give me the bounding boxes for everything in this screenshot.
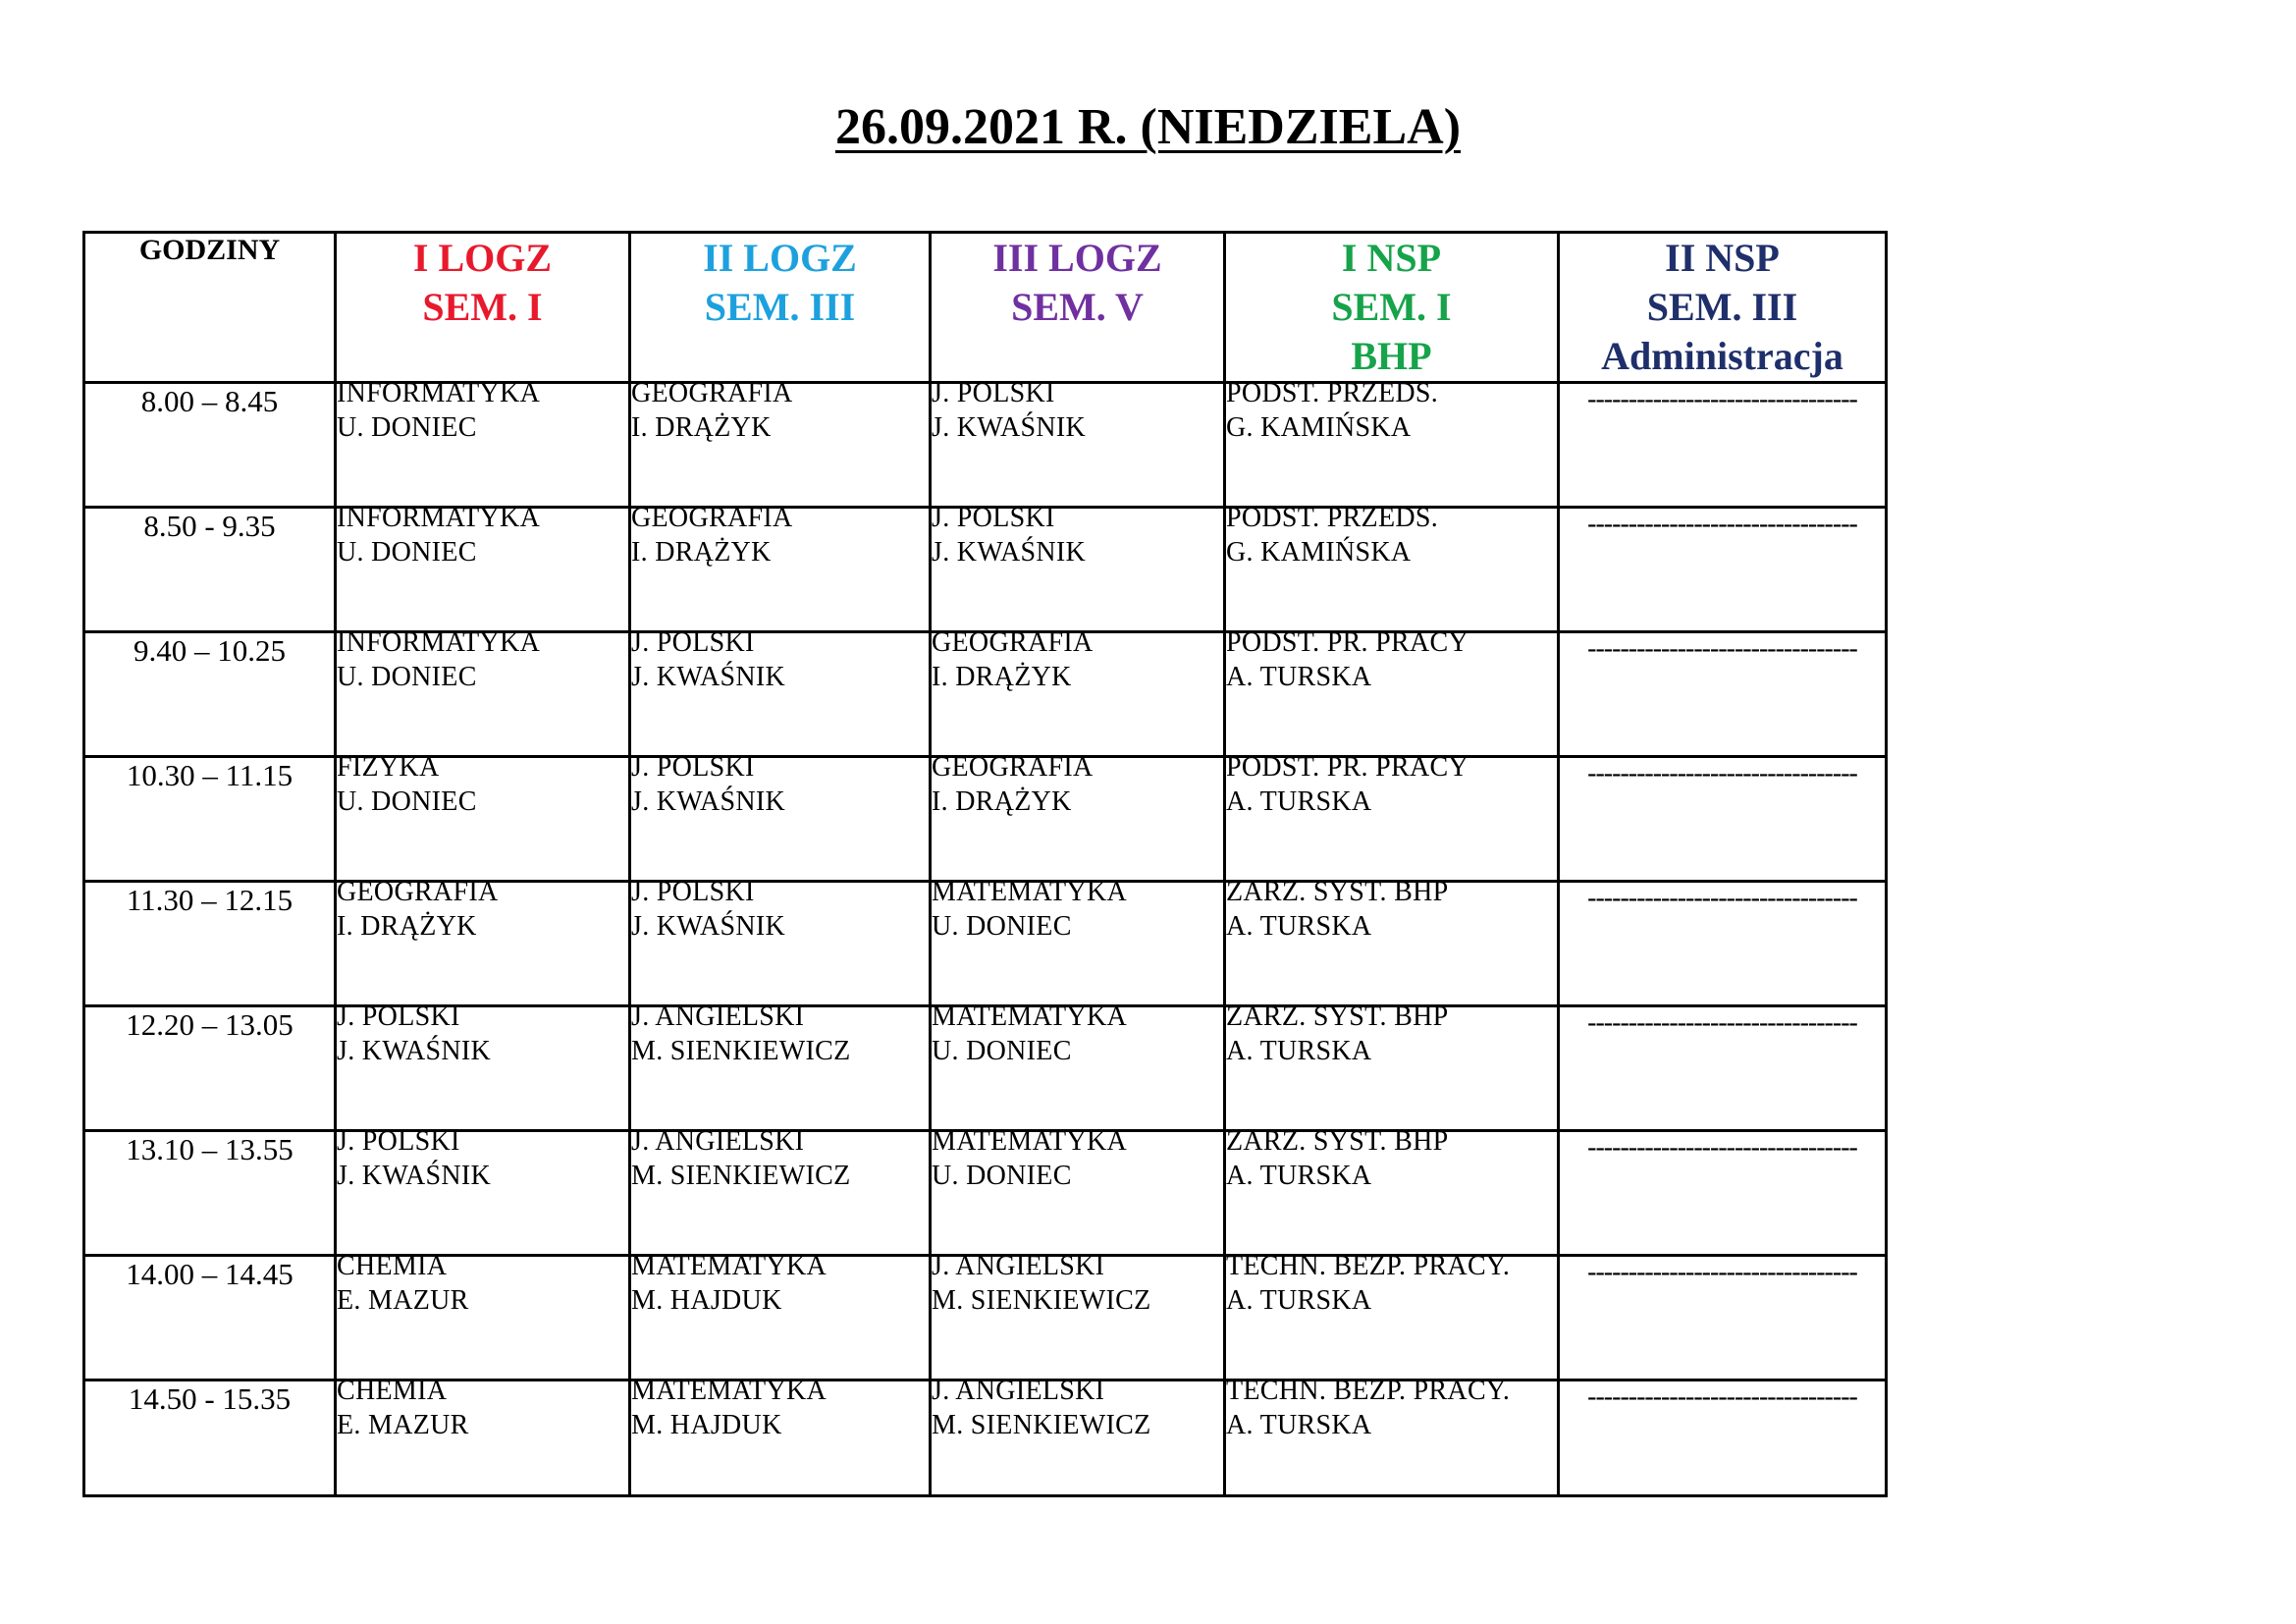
- teacher-name: J. KWAŚNIK: [337, 1036, 491, 1066]
- schedule-body: [84, 378, 1887, 1496]
- subject-name: PODST. PRZEDS.: [1226, 503, 1439, 533]
- lesson-cell: [1225, 1376, 1559, 1496]
- subject-name: J. ANGIELSKI: [631, 1126, 805, 1157]
- group-header-line: SEM. I: [1331, 285, 1452, 329]
- subject-name: TECHN. BEZP. PRACY.: [1226, 1376, 1511, 1406]
- lesson-cell: [630, 627, 931, 757]
- subject-name: MATEMATYKA: [932, 1126, 1127, 1157]
- group-header-line: II LOGZ: [703, 236, 857, 280]
- teacher-name: E. MAZUR: [337, 1410, 469, 1440]
- lesson-cell: [1225, 752, 1559, 882]
- subject-name: J. POLSKI: [631, 877, 755, 907]
- empty-slot-dashes: ---------------------------------: [1559, 508, 1887, 632]
- header-row: [84, 233, 1887, 383]
- teacher-name: U. DONIEC: [337, 786, 477, 817]
- group-header-line: SEM. V: [1011, 285, 1144, 329]
- subject-name: J. POLSKI: [337, 1001, 460, 1032]
- time-slot: 14.50 - 15.35: [84, 1380, 336, 1496]
- subject-name: MATEMATYKA: [631, 1376, 827, 1406]
- teacher-name: M. SIENKIEWICZ: [631, 1036, 851, 1066]
- teacher-name: I. DRĄŻYK: [337, 911, 477, 942]
- empty-slot-dashes: ---------------------------------: [1559, 383, 1887, 508]
- teacher-name: J. KWAŚNIK: [631, 662, 785, 692]
- teacher-name: M. SIENKIEWICZ: [932, 1410, 1151, 1440]
- teacher-name: J. KWAŚNIK: [932, 412, 1086, 443]
- table-row: [84, 508, 1887, 632]
- lesson-cell: [1225, 627, 1559, 757]
- empty-slot-dashes: ---------------------------------: [1559, 1131, 1887, 1256]
- lesson-cell: [931, 503, 1225, 632]
- lesson-cell: [1225, 378, 1559, 508]
- teacher-name: U. DONIEC: [337, 537, 477, 568]
- table-row: [84, 1131, 1887, 1256]
- subject-name: J. POLSKI: [631, 752, 755, 783]
- page-title: 26.09.2021 R. (NIEDZIELA): [834, 99, 1462, 155]
- subject-name: INFORMATYKA: [337, 378, 541, 408]
- lesson-cell: [931, 1251, 1225, 1380]
- group-header-line: BHP: [1351, 334, 1432, 378]
- group-header-line: III LOGZ: [992, 236, 1162, 280]
- teacher-name: J. KWAŚNIK: [932, 537, 1086, 568]
- teacher-name: M. SIENKIEWICZ: [932, 1285, 1151, 1316]
- group-header-line: SEM. III: [1646, 285, 1798, 329]
- lesson-cell: [336, 627, 630, 757]
- lesson-cell: [336, 1126, 630, 1256]
- lesson-cell: [336, 1001, 630, 1131]
- group-header-line: Administracja: [1601, 334, 1843, 378]
- teacher-name: G. KAMIŃSKA: [1226, 537, 1412, 568]
- lesson-cell: [1225, 1001, 1559, 1131]
- group-header-line: SEM. I: [422, 285, 543, 329]
- subject-name: CHEMIA: [337, 1376, 448, 1406]
- lesson-cell: [931, 1001, 1225, 1131]
- lesson-cell: [931, 752, 1225, 882]
- lesson-cell: [1225, 1251, 1559, 1380]
- group-header-i-nsp: [1225, 233, 1559, 383]
- time-slot: 8.50 - 9.35: [84, 508, 336, 632]
- subject-name: CHEMIA: [337, 1251, 448, 1281]
- lesson-cell: [630, 503, 931, 632]
- time-slot: 12.20 – 13.05: [84, 1006, 336, 1131]
- table-row: [84, 632, 1887, 757]
- teacher-name: E. MAZUR: [337, 1285, 469, 1316]
- table-row: [84, 1256, 1887, 1380]
- teacher-name: I. DRĄŻYK: [631, 537, 772, 568]
- subject-name: ZARZ. SYST. BHP: [1226, 1001, 1449, 1032]
- time-slot: 11.30 – 12.15: [84, 882, 336, 1006]
- empty-slot-dashes: ---------------------------------: [1559, 882, 1887, 1006]
- teacher-name: A. TURSKA: [1226, 786, 1372, 817]
- group-header-line: I NSP: [1341, 236, 1442, 280]
- empty-slot-dashes: ---------------------------------: [1559, 757, 1887, 882]
- subject-name: J. POLSKI: [337, 1126, 460, 1157]
- teacher-name: I. DRĄŻYK: [932, 786, 1072, 817]
- teacher-name: A. TURSKA: [1226, 1410, 1372, 1440]
- subject-name: TECHN. BEZP. PRACY.: [1226, 1251, 1511, 1281]
- lesson-cell: [630, 1126, 931, 1256]
- lesson-cell: [336, 378, 630, 508]
- teacher-name: U. DONIEC: [337, 662, 477, 692]
- teacher-name: A. TURSKA: [1226, 1285, 1372, 1316]
- lesson-cell: [630, 1251, 931, 1380]
- lesson-cell: [931, 1126, 1225, 1256]
- subject-name: PODST. PR. PRACY: [1226, 627, 1469, 658]
- lesson-cell: [630, 378, 931, 508]
- lesson-cell: [630, 752, 931, 882]
- teacher-name: I. DRĄŻYK: [932, 662, 1072, 692]
- teacher-name: J. KWAŚNIK: [631, 911, 785, 942]
- subject-name: INFORMATYKA: [337, 627, 541, 658]
- time-slot: 14.00 – 14.45: [84, 1256, 336, 1380]
- table-row: [84, 757, 1887, 882]
- lesson-cell: [630, 877, 931, 1006]
- empty-slot-dashes: ---------------------------------: [1559, 632, 1887, 757]
- group-header-line: I LOGZ: [412, 236, 553, 280]
- lesson-cell: [336, 752, 630, 882]
- subject-name: PODST. PR. PRACY: [1226, 752, 1469, 783]
- teacher-name: A. TURSKA: [1226, 662, 1372, 692]
- table-row: [84, 882, 1887, 1006]
- subject-name: GEOGRAFIA: [631, 378, 793, 408]
- teacher-name: G. KAMIŃSKA: [1226, 412, 1412, 443]
- lesson-cell: [931, 1376, 1225, 1496]
- time-slot: 9.40 – 10.25: [84, 632, 336, 757]
- subject-name: MATEMATYKA: [631, 1251, 827, 1281]
- schedule-table: [82, 231, 1888, 1497]
- subject-name: J. POLSKI: [932, 503, 1055, 533]
- group-header-ii-logz: [630, 233, 931, 383]
- teacher-name: M. HAJDUK: [631, 1285, 782, 1316]
- group-header-line: SEM. III: [704, 285, 856, 329]
- subject-name: GEOGRAFIA: [932, 752, 1094, 783]
- teacher-name: M. HAJDUK: [631, 1410, 782, 1440]
- subject-name: J. POLSKI: [932, 378, 1055, 408]
- teacher-name: U. DONIEC: [932, 1161, 1072, 1191]
- group-header-line: II NSP: [1665, 236, 1780, 280]
- lesson-cell: [931, 627, 1225, 757]
- lesson-cell: [1225, 503, 1559, 632]
- subject-name: FIZYKA: [337, 752, 440, 783]
- subject-name: ZARZ. SYST. BHP: [1226, 1126, 1449, 1157]
- lesson-cell: [336, 1376, 630, 1496]
- lesson-cell: [630, 1376, 931, 1496]
- table-row: [84, 1006, 1887, 1131]
- lesson-cell: [1225, 877, 1559, 1006]
- lesson-cell: [931, 877, 1225, 1006]
- lesson-cell: [630, 1001, 931, 1131]
- lesson-cell: [1225, 1126, 1559, 1256]
- teacher-name: J. KWAŚNIK: [337, 1161, 491, 1191]
- time-slot: 10.30 – 11.15: [84, 757, 336, 882]
- subject-name: J. ANGIELSKI: [932, 1376, 1105, 1406]
- subject-name: J. ANGIELSKI: [932, 1251, 1105, 1281]
- subject-name: GEOGRAFIA: [337, 877, 499, 907]
- group-header-i-logz: [336, 233, 630, 383]
- empty-slot-dashes: ---------------------------------: [1559, 1380, 1887, 1496]
- teacher-name: U. DONIEC: [932, 1036, 1072, 1066]
- empty-slot-dashes: ---------------------------------: [1559, 1006, 1887, 1131]
- teacher-name: J. KWAŚNIK: [631, 786, 785, 817]
- teacher-name: U. DONIEC: [932, 911, 1072, 942]
- lesson-cell: [931, 378, 1225, 508]
- subject-name: ZARZ. SYST. BHP: [1226, 877, 1449, 907]
- lesson-cell: [336, 1251, 630, 1380]
- teacher-name: A. TURSKA: [1226, 911, 1372, 942]
- subject-name: GEOGRAFIA: [932, 627, 1094, 658]
- empty-slot-dashes: ---------------------------------: [1559, 1256, 1887, 1380]
- table-row: [84, 1380, 1887, 1496]
- group-header-ii-nsp: [1559, 233, 1887, 383]
- teacher-name: U. DONIEC: [337, 412, 477, 443]
- teacher-name: I. DRĄŻYK: [631, 412, 772, 443]
- subject-name: INFORMATYKA: [337, 503, 541, 533]
- group-header-iii-logz: [931, 233, 1225, 383]
- lesson-cell: [336, 877, 630, 1006]
- subject-name: PODST. PRZEDS.: [1226, 378, 1439, 408]
- teacher-name: A. TURSKA: [1226, 1036, 1372, 1066]
- time-slot: 13.10 – 13.55: [84, 1131, 336, 1256]
- time-slot: 8.00 – 8.45: [84, 383, 336, 508]
- subject-name: J. POLSKI: [631, 627, 755, 658]
- teacher-name: A. TURSKA: [1226, 1161, 1372, 1191]
- subject-name: J. ANGIELSKI: [631, 1001, 805, 1032]
- subject-name: GEOGRAFIA: [631, 503, 793, 533]
- teacher-name: M. SIENKIEWICZ: [631, 1161, 851, 1191]
- hours-column-header: GODZINY: [84, 233, 336, 383]
- lesson-cell: [336, 503, 630, 632]
- subject-name: MATEMATYKA: [932, 877, 1127, 907]
- table-row: [84, 383, 1887, 508]
- subject-name: MATEMATYKA: [932, 1001, 1127, 1032]
